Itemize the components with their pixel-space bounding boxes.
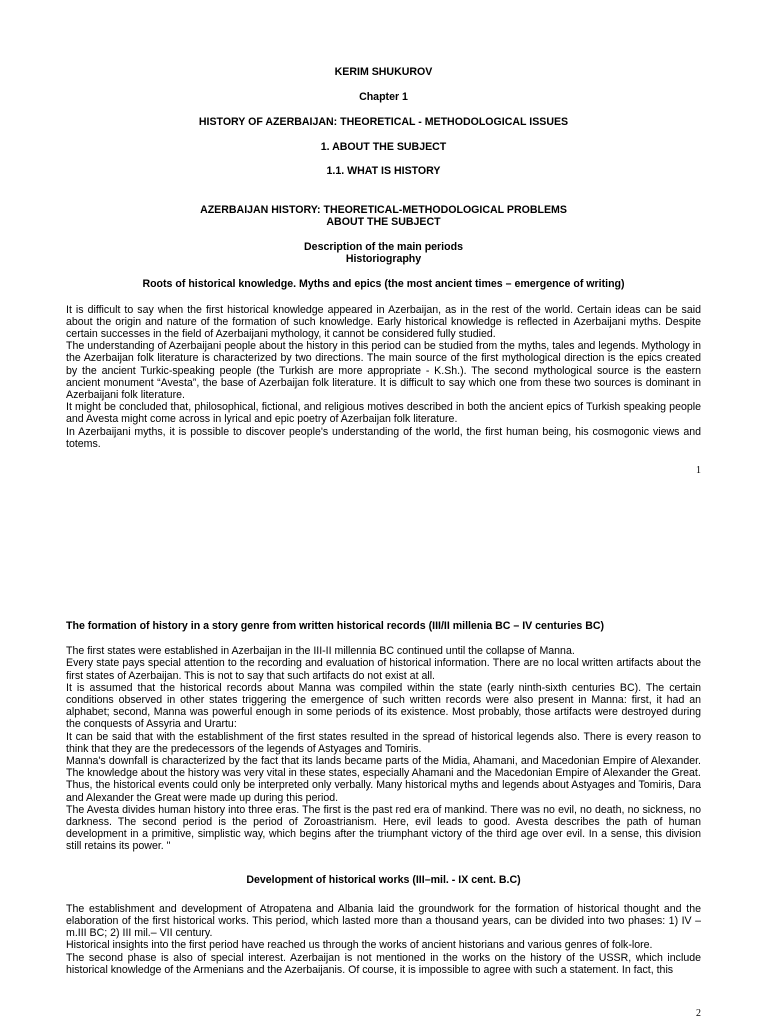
page-1-content — [66, 66, 701, 450]
page-number: 2 — [696, 1008, 701, 1019]
formation-body — [66, 645, 701, 852]
roots-heading: Roots of historical knowledge. Myths and epics (the most ancient times – emergence of writing) — [142, 278, 625, 291]
section-title: 1. ABOUT THE SUBJECT — [320, 140, 447, 153]
formation-heading: The formation of history in a story genre from written historical records (III/II millenia BC – IV centuries BC) — [66, 620, 605, 632]
subsection-title: 1.1. WHAT IS HISTORY — [326, 165, 441, 178]
page-number: 1 — [696, 465, 701, 476]
paragraph: It might be concluded that, philosophical, fictional, and religious motives described in both the ancient epics of Turkish speaking people and Avesta might come across in lyrical and epic poetry of Azerbaijan folk literature. — [66, 401, 701, 426]
paragraph: The first states were established in Azerbaijan in the III-II millennia BC continued until the collapse of Manna. — [66, 645, 575, 658]
chapter-label: Chapter 1 — [359, 91, 408, 104]
paragraph: It is assumed that the historical records about Manna was compiled within the state (early ninth-sixth centuries BC). The certain conditions observed in other states triggering the emergence of such written records were also present in Manna: first, it had an alphabet; second, Manna was powerful enough in some periods of its existence. Most probably, those artifacts were destroyed during the conquests of Assyria and Urartu: — [66, 681, 701, 731]
paragraph: The establishment and development of Atropatena and Albania laid the groundwork for the formation of historical thought and the elaboration of the first historical works. This period, which lasted more than a thousand years, can be divided into two phases: 1) IV – m.III BC; 2) III mil.– VII century. — [66, 902, 701, 940]
description-line-1: Description of the main periods — [304, 240, 463, 253]
main-heading — [66, 204, 701, 228]
main-heading-line-2: ABOUT THE SUBJECT — [326, 215, 441, 228]
paragraph: Thus, the historical events could only be interpreted only verbally. Many historical myths and legends about Astyages and Tomiris, Dara and Alexander the Great were made up during this period. — [66, 779, 701, 804]
document-page-1 — [0, 0, 768, 490]
author-name: KERIM SHUKUROV — [334, 66, 433, 78]
paragraph: The second phase is also of special interest. Azerbaijan is not mentioned in the works on the history of the USSR, which include historical knowledge of the Armenians and the Azerbaijanis. Of course, it is impossible to agree with such a statement. In fact, this — [66, 951, 701, 976]
description-heading — [66, 241, 701, 265]
paragraph: Every state pays special attention to the recording and evaluation of historical information. There are no local written artifacts about the first states of Azerbaijan. This is not to say that such artifacts do not exist at all. — [66, 657, 701, 682]
chapter-title: HISTORY OF AZERBAIJAN: THEORETICAL - METHODOLOGICAL ISSUES — [198, 115, 569, 128]
description-line-2: Historiography — [345, 253, 422, 266]
roots-body — [66, 304, 701, 450]
paragraph: The Avesta divides human history into three eras. The first is the past red era of mankind. There was no evil, no death, no sickness, no darkness. The second period is the period of Zoroastrianism. Here, evil leads to good. Avesta describes the path of human development in a primitive, simplistic way, which begins after the triumphant victory of the third age over evil. In a sense, this division still retains its power. " — [66, 803, 701, 853]
paragraph: Manna's downfall is characterized by the fact that its lands became parts of the Midia, Ahamani, and Macedonian Empire of Alexander. The knowledge about the history was very vital in these states, especially Ahamani and the Macedonian Empire of Alexander the Great. — [66, 755, 701, 780]
page-2-content — [66, 620, 701, 976]
paragraph: It can be said that with the establishment of the first states resulted in the spread of historical legends also. There is every reason to think that they are the predecessors of the legends of Astyages and Tomiris. — [66, 730, 701, 755]
document-page-2 — [0, 600, 768, 1024]
paragraph: The understanding of Azerbaijani people about the history in this period can be studied from the myths, tales and legends. Mythology in the Azerbaijan folk literature is characterized by two directions. The main source of the first mythological direction is the epics created by the ancient Turkic-speaking people (the Turkish are more appropriate - K.Sh.). The second mythological source is the eastern ancient monument “Avesta”, the base of Azerbaijan folk literature. It is difficult to say which one from these two sources is dominant in Azerbaijani folk literature. — [66, 340, 701, 401]
main-heading-line-1: AZERBAIJAN HISTORY: THEORETICAL-METHODOLOGICAL PROBLEMS — [200, 203, 567, 216]
development-body — [66, 903, 701, 976]
paragraph: In Azerbaijani myths, it is possible to discover people's understanding of the world, the first human being, his cosmogonic views and totems. — [66, 425, 701, 450]
paragraph: It is difficult to say when the first historical knowledge appeared in Azerbaijan, as in the rest of the world. Certain ideas can be said about the origin and nature of the formation of such knowledge. Early historical knowledge is reflected in Azerbaijani myths. Despite certain successes in the field of Azerbaijani mythology, it cannot be considered fully studied. — [66, 303, 701, 340]
paragraph: Historical insights into the first period have reached us through the works of ancient historians and various genres of folk-lore. — [66, 939, 653, 952]
development-heading: Development of historical works (III–mil. - IX cent. B.C) — [246, 873, 521, 886]
